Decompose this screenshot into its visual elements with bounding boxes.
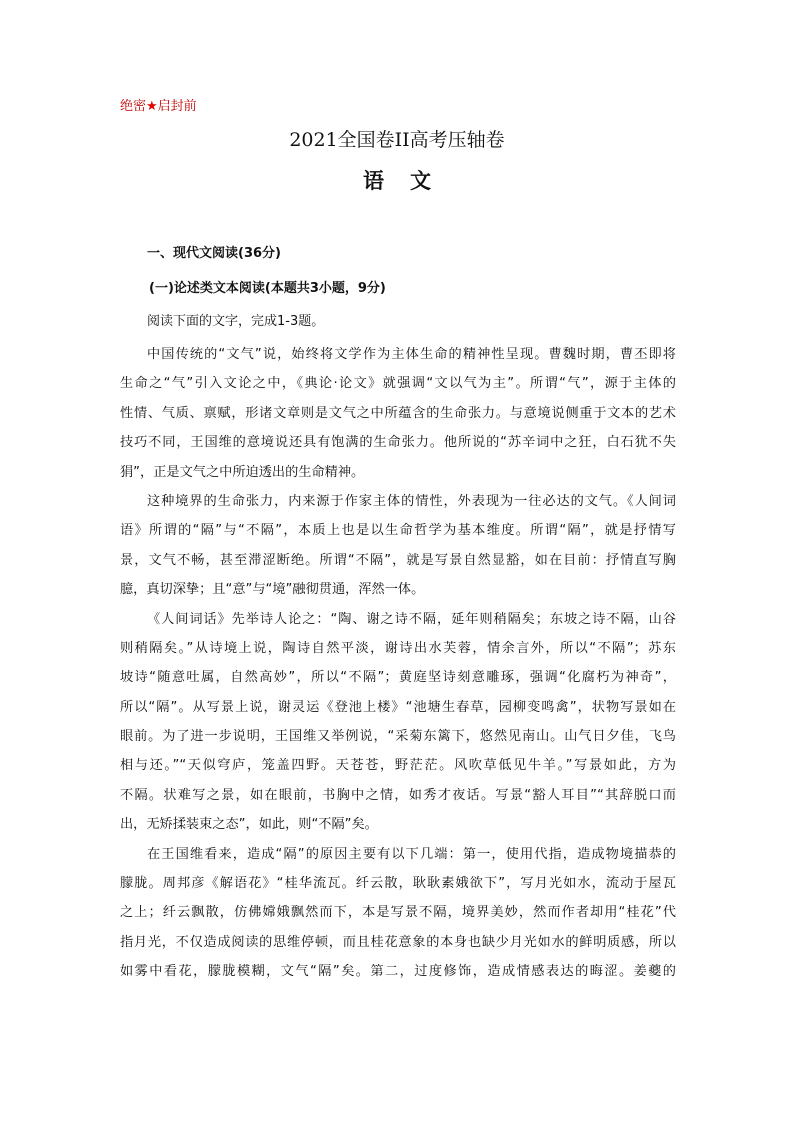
passage-line: 眼前。为了进一步说明，王国维又举例说，“采菊东篱下，悠然见南山。山气日夕佳，飞鸟 — [120, 729, 676, 745]
passage-line: 指月光，不仅造成阅读的思维停顿，而且桂花意象的本身也缺少月光如水的鲜明质感，所以 — [120, 934, 676, 950]
subject-title: 语文 — [363, 168, 457, 193]
star-icon: ★ — [146, 99, 158, 114]
passage-line: 景，文气不畅，甚至滞涩断绝。所谓“不隔”，就是写景自然显豁，如在目前：抒情直写胸 — [120, 552, 676, 568]
passage-line: 朦胧。周邦彦《解语花》“桂华流瓦。纤云散，耿耿素娥欲下”，写月光如水，流动于屋瓦 — [120, 876, 676, 892]
passage-line: 则稍隔矣。”从诗境上说，陶诗自然平淡，谢诗出水芙蓉，情余言外，所以“不隔”；苏东 — [120, 640, 676, 656]
passage-line: 不隔。状难写之景，如在眼前，书胸中之情，如秀才夜话。写景“豁人耳目”“其辞脱口而 — [120, 787, 676, 803]
passage-line: 所以“隔”。从写景上说，谢灵运《登池上楼》“池塘生春草，园柳变鸣禽”，状物写景如在 — [120, 699, 676, 715]
reading-instruction: 阅读下面的文字，完成1-3题。 — [147, 314, 325, 329]
passage-line: 出，无矫揉装束之态”，如此，则“不隔”矣。 — [120, 817, 378, 833]
section-heading-part1-1: (一)论述类文本阅读(本题共3小题，9分) — [149, 281, 386, 296]
passage-line: 狷”，正是文气之中所迫透出的生命精神。 — [120, 464, 365, 480]
section-heading-part1: 一、现代文阅读(36分) — [147, 246, 281, 261]
reading-passage — [120, 340, 676, 987]
passage-line: 生命之“气”引入文论之中，《典论·论文》就强调“文以气为主”。所谓“气”，源于主体的 — [120, 376, 676, 392]
confidential-prefix: 绝密 — [120, 99, 147, 114]
passage-line: 在王国维看来，造成“隔”的原因主要有以下几端：第一，使用代指，造成物境描恭的 — [147, 846, 676, 862]
confidential-suffix: 启封前 — [157, 99, 197, 114]
passage-line: 《人间词话》先举诗人论之：“陶、谢之诗不隔，延年则稍隔矣；东坡之诗不隔，山谷 — [147, 611, 676, 627]
passage-line: 中国传统的“文气”说，始终将文学作为主体生命的精神性呈现。曹魏时期，曹丕即将 — [147, 347, 676, 362]
exam-title: 2021全国卷II高考压轴卷 — [289, 129, 505, 151]
passage-line: 语》所谓的“隔”与“不隔”，本质上也是以生命哲学为基本维度。所谓“隔”，就是抒情写 — [120, 523, 676, 539]
passage-line: 相与还。”“天似穹庐，笼盖四野。天苍苍，野茫茫。风吹草低见牛羊。”写景如此，方为 — [120, 758, 676, 774]
passage-line: 这种境界的生命张力，内来源于作家主体的情性，外表现为一往必达的文气。《人间词 — [147, 493, 676, 509]
passage-line: 技巧不同，王国维的意境说还具有饱满的生命张力。他所说的“苏辛词中之狂，白石犹不失 — [120, 435, 676, 451]
passage-line: 坡诗“随意吐属，自然高妙”，所以“不隔”；黄庭坚诗刻意雕琢，强调“化腐朽为神奇”， — [120, 670, 676, 686]
passage-line: 臆，真切深挚；且“意”与“境”融彻贯通，浑然一体。 — [120, 582, 425, 598]
passage-line: 性情、气质、禀赋，形诸文章则是文气之中所蕴含的生命张力。与意境说侧重于文本的艺术 — [120, 405, 676, 421]
passage-line: 如雾中看花，朦胧模糊，文气“隔”矣。第二，过度修饰，造成情感表达的晦涩。姜夔的 — [120, 964, 676, 980]
confidential-label — [120, 98, 197, 116]
passage-line: 之上；纤云飘散，仿佛嫦娥飘然而下，本是写景不隔，境界美妙，然而作者却用“桂花”代 — [120, 905, 676, 921]
